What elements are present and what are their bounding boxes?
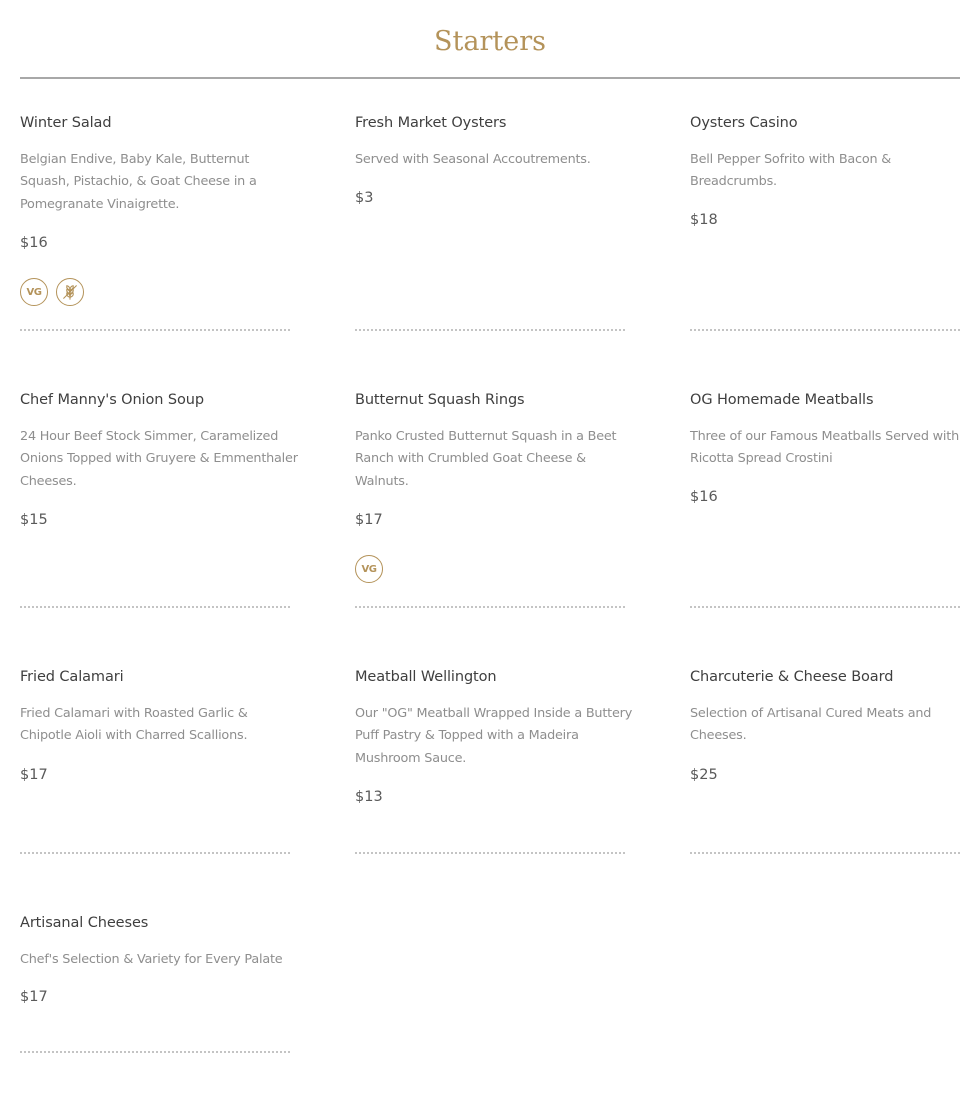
dotted-divider bbox=[355, 852, 625, 854]
dotted-divider bbox=[690, 606, 960, 608]
menu-item-charcuterie-cheese-board bbox=[690, 667, 962, 856]
dietary-badges bbox=[355, 555, 383, 583]
item-name: Oysters Casino bbox=[690, 115, 798, 131]
dotted-divider bbox=[355, 606, 625, 608]
dotted-divider bbox=[355, 329, 625, 331]
item-description: Chef's Selection & Variety for Every Palate bbox=[20, 952, 283, 967]
item-name: Chef Manny's Onion Soup bbox=[20, 392, 204, 408]
item-description: Served with Seasonal Accoutrements. bbox=[355, 152, 591, 167]
dotted-divider bbox=[690, 852, 960, 854]
item-name: Fresh Market Oysters bbox=[355, 115, 507, 131]
dotted-divider bbox=[690, 329, 960, 331]
menu-item-oysters-casino bbox=[690, 113, 962, 333]
item-name: Butternut Squash Rings bbox=[355, 392, 525, 408]
item-description: Selection of Artisanal Cured Meats and Cheeses. bbox=[690, 706, 932, 744]
title-divider bbox=[20, 77, 960, 79]
dietary-badges bbox=[20, 278, 84, 306]
item-name: Fried Calamari bbox=[20, 669, 124, 685]
page-title: Starters bbox=[434, 26, 546, 57]
vegetarian-icon: VG bbox=[20, 278, 48, 306]
gluten-free-icon bbox=[56, 278, 84, 306]
menu-item-og-homemade-meatballs bbox=[690, 390, 962, 610]
item-price: $25 bbox=[690, 767, 718, 783]
menu-item-artisanal-cheeses bbox=[20, 913, 292, 1055]
item-price: $18 bbox=[690, 212, 718, 228]
item-price: $13 bbox=[355, 789, 383, 805]
item-description: Bell Pepper Sofrito with Bacon & Breadcrumbs. bbox=[690, 152, 892, 190]
menu-item-chef-manny-s-onion-soup bbox=[20, 390, 298, 610]
menu-item-meatball-wellington bbox=[355, 667, 633, 856]
menu-item-butternut-squash-rings bbox=[355, 390, 627, 610]
item-name: Meatball Wellington bbox=[355, 669, 497, 685]
item-description: Fried Calamari with Roasted Garlic & Chipotle Aioli with Charred Scallions. bbox=[20, 706, 248, 744]
item-name: OG Homemade Meatballs bbox=[690, 392, 874, 408]
item-price: $16 bbox=[690, 489, 718, 505]
vegetarian-icon: VG bbox=[355, 555, 383, 583]
dotted-divider bbox=[20, 606, 290, 608]
item-description: 24 Hour Beef Stock Simmer, Caramelized Onions Topped with Gruyere & Emmenthaler Cheeses. bbox=[20, 429, 298, 489]
item-name: Artisanal Cheeses bbox=[20, 915, 149, 931]
item-description: Our "OG" Meatball Wrapped Inside a Buttery Puff Pastry & Topped with a Madeira Mushroom Sauce. bbox=[355, 706, 633, 766]
dotted-divider bbox=[20, 1051, 290, 1053]
dotted-divider bbox=[20, 329, 290, 331]
item-price: $3 bbox=[355, 190, 374, 206]
dotted-divider bbox=[20, 852, 290, 854]
item-price: $17 bbox=[355, 512, 383, 528]
item-name: Winter Salad bbox=[20, 115, 112, 131]
item-description: Belgian Endive, Baby Kale, Butternut Squash, Pistachio, & Goat Cheese in a Pomegranate Vinaigrette. bbox=[20, 152, 257, 212]
menu-item-fried-calamari bbox=[20, 667, 292, 856]
item-price: $17 bbox=[20, 989, 48, 1005]
item-price: $15 bbox=[20, 512, 48, 528]
menu-item-fresh-market-oysters bbox=[355, 113, 627, 333]
item-description: Panko Crusted Butternut Squash in a Beet Ranch with Crumbled Goat Cheese & Walnuts. bbox=[355, 429, 617, 489]
item-description: Three of our Famous Meatballs Served with Ricotta Spread Crostini bbox=[690, 429, 959, 467]
menu-item-winter-salad bbox=[20, 113, 292, 333]
item-price: $16 bbox=[20, 235, 48, 251]
item-name: Charcuterie & Cheese Board bbox=[690, 669, 894, 685]
item-price: $17 bbox=[20, 767, 48, 783]
